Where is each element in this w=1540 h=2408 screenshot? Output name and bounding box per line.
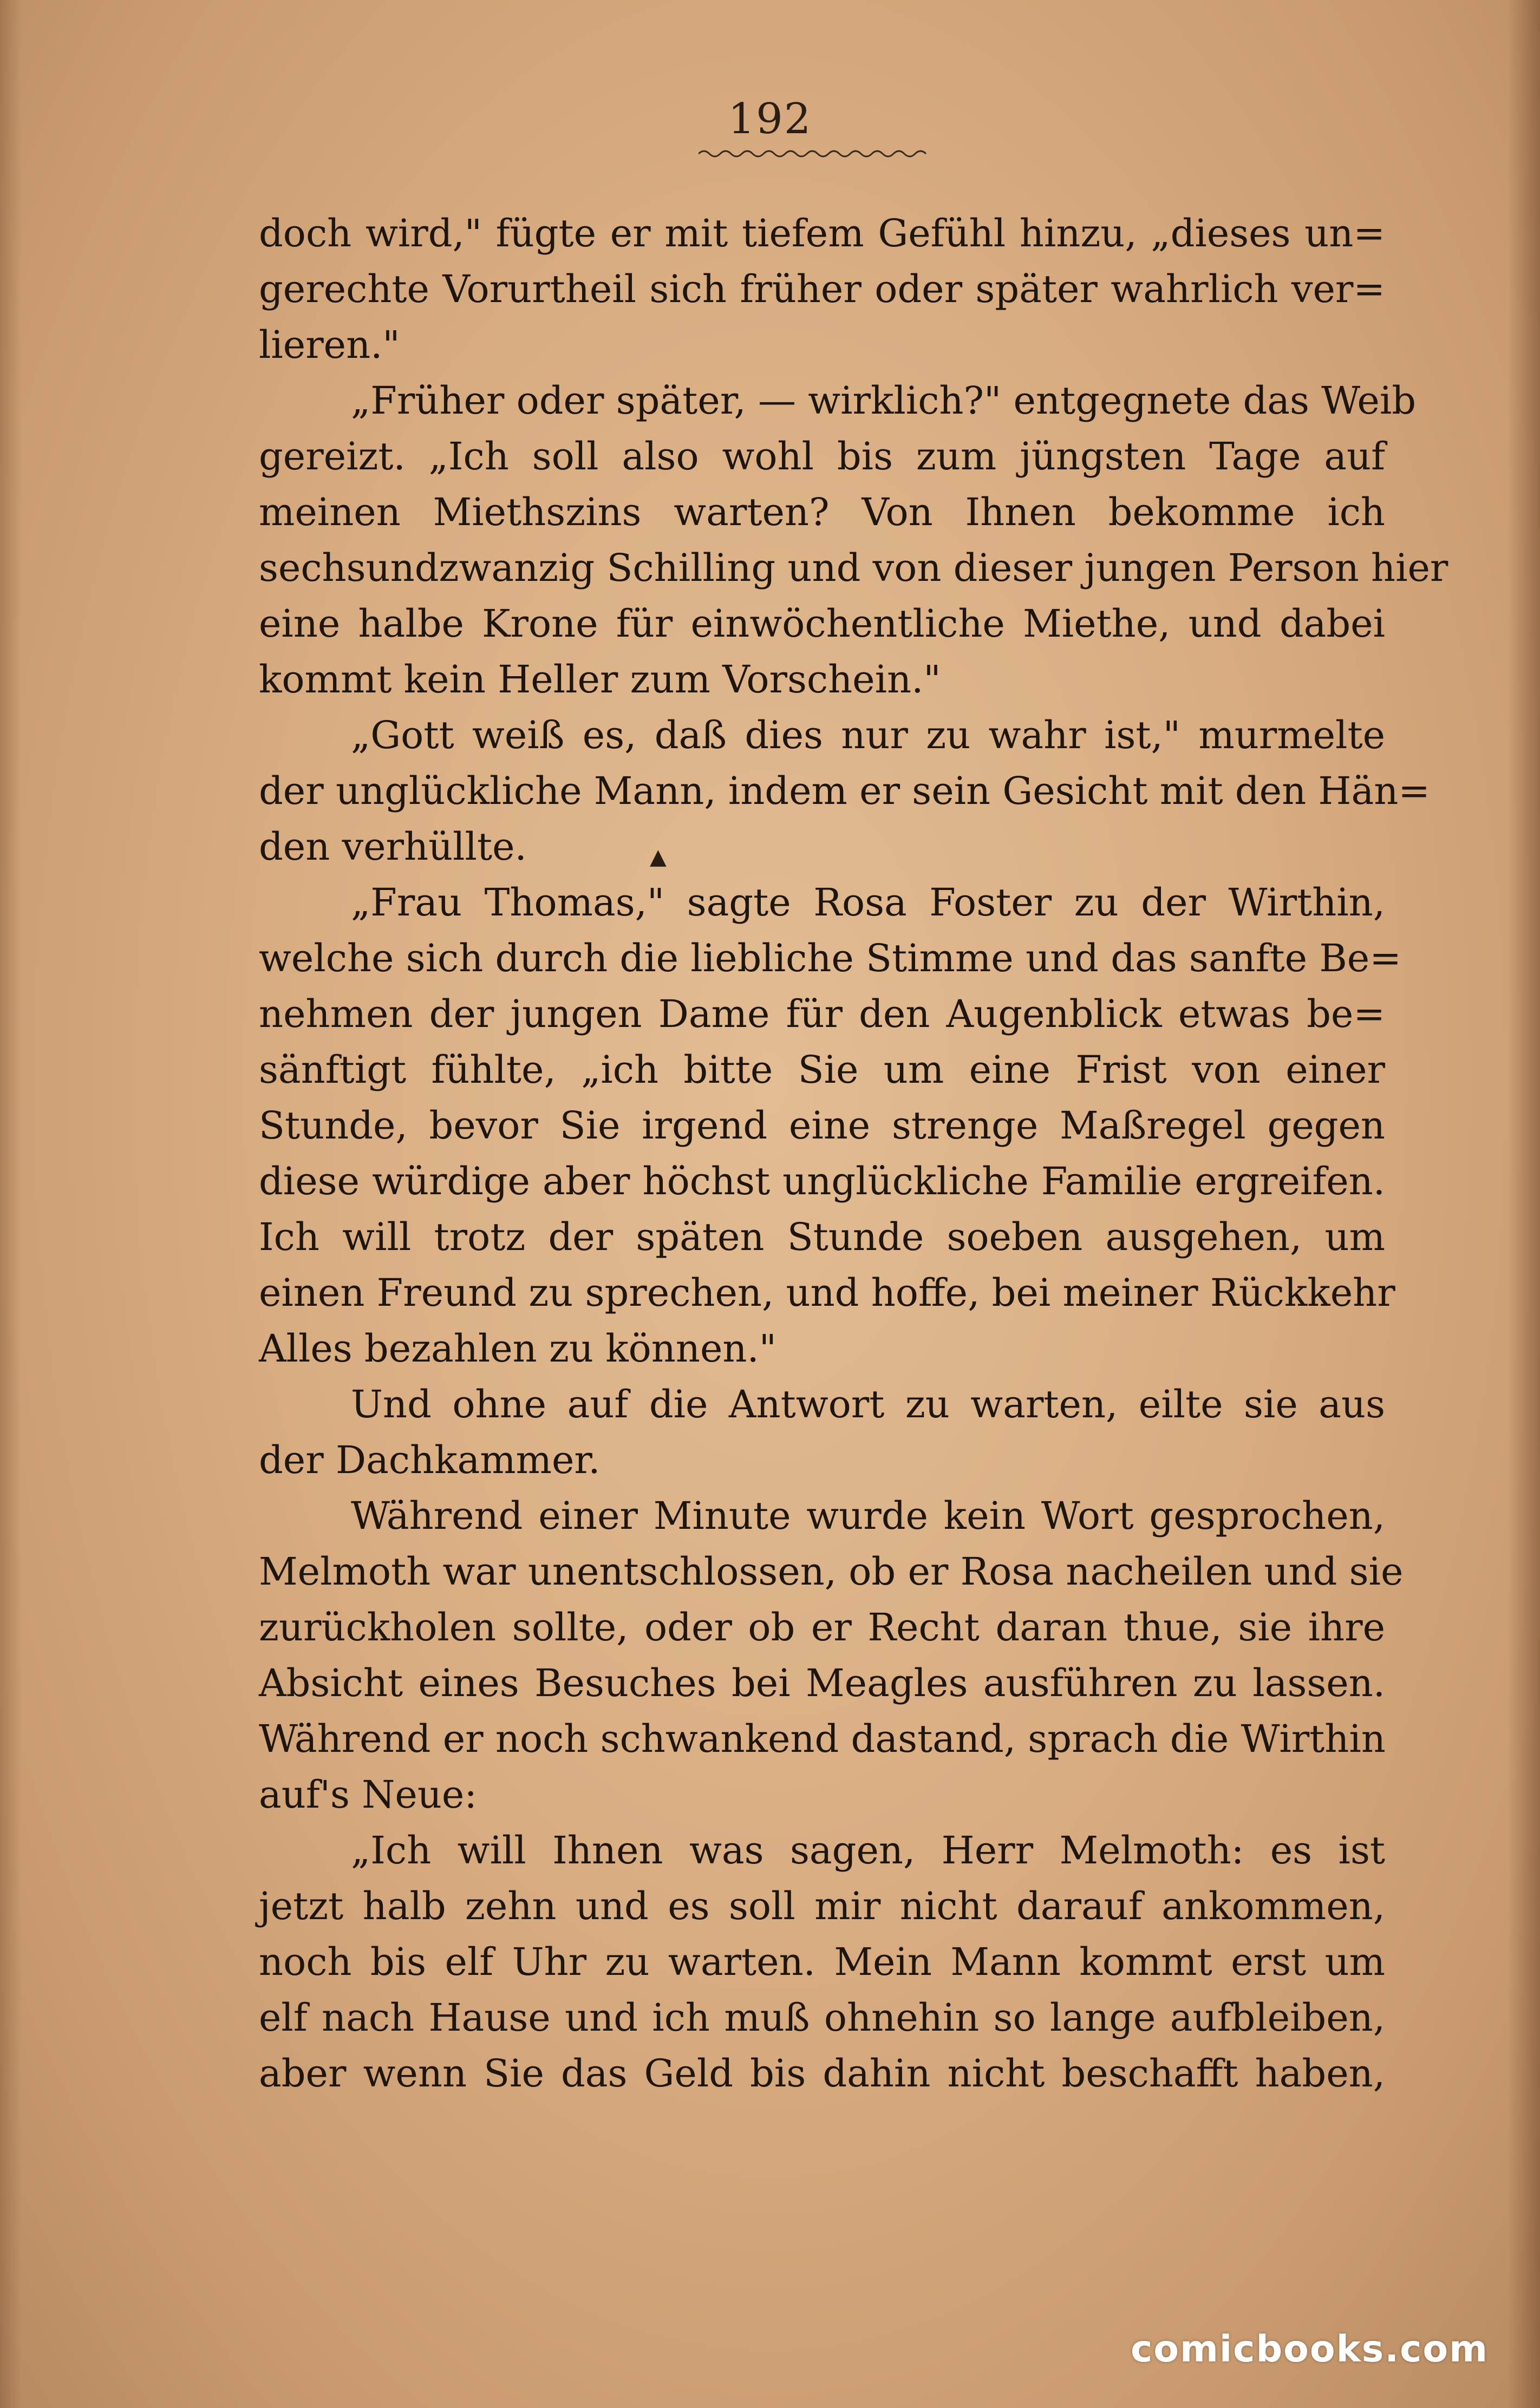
- text-line: gereizt. „Ich soll also wohl bis zum jüngsten Tage auf: [259, 434, 1385, 479]
- text-line: Ich will trotz der späten Stunde soeben ausgehen, um: [259, 1215, 1385, 1259]
- text-line: gerechte Vorurtheil sich früher oder später wahrlich ver=: [259, 267, 1385, 311]
- text-line: nehmen der jungen Dame für den Augenblick etwas be=: [259, 992, 1385, 1036]
- text-line: „Gott weiß es, daß dies nur zu wahr ist," murmelte: [351, 713, 1385, 757]
- text-line: jetzt halb zehn und es soll mir nicht darauf ankommen,: [259, 1884, 1385, 1928]
- text-line: diese würdige aber höchst unglückliche Familie ergreifen.: [259, 1159, 1385, 1203]
- text-line: Während einer Minute wurde kein Wort gesprochen,: [351, 1494, 1385, 1538]
- text-line: eine halbe Krone für einwöchentliche Miethe, und dabei: [259, 601, 1385, 646]
- caret-mark: ▲: [650, 845, 667, 869]
- text-line: Alles bezahlen zu können.": [259, 1326, 776, 1371]
- text-line: Absicht eines Besuches bei Meagles ausführen zu lassen.: [259, 1661, 1385, 1705]
- text-line: sechsundzwanzig Schilling und von dieser jungen Person hier: [259, 546, 1448, 590]
- text-line: lieren.": [259, 323, 400, 367]
- text-line: „Ich will Ihnen was sagen, Herr Melmoth: es ist: [351, 1828, 1385, 1873]
- body-text: [259, 206, 1448, 2102]
- page-edge-shadow-right: [1508, 0, 1540, 2408]
- text-line: meinen Miethszins warten? Von Ihnen bekomme ich: [259, 490, 1385, 534]
- text-line: sänftigt fühlte, „ich bitte Sie um eine Frist von einer: [259, 1048, 1385, 1092]
- text-line: „Früher oder später, — wirklich?" entgegnete das Weib: [351, 378, 1417, 423]
- ornament-rule: [699, 147, 931, 159]
- text-line: „Frau Thomas," sagte Rosa Foster zu der Wirthin,: [351, 880, 1385, 925]
- text-line: Melmoth war unentschlossen, ob er Rosa nacheilen und sie: [259, 1549, 1404, 1594]
- text-line: elf nach Hause und ich muß ohnehin so lange aufbleiben,: [259, 1995, 1385, 2040]
- page-number: 192: [728, 95, 812, 143]
- text-line: doch wird," fügte er mit tiefem Gefühl hinzu, „dieses un=: [259, 211, 1385, 256]
- text-line: den verhüllte.: [259, 825, 527, 869]
- text-line: zurückholen sollte, oder ob er Recht daran thue, sie ihre: [259, 1605, 1385, 1650]
- text-line: auf's Neue:: [259, 1772, 477, 1817]
- text-line: aber wenn Sie das Geld bis dahin nicht beschafft haben,: [259, 2051, 1385, 2096]
- text-line: der unglückliche Mann, indem er sein Gesicht mit den Hän=: [259, 769, 1430, 813]
- text-line: Und ohne auf die Antwort zu warten, eilte sie aus: [351, 1382, 1385, 1427]
- text-line: kommt kein Heller zum Vorschein.": [259, 657, 941, 702]
- text-line: einen Freund zu sprechen, und hoffe, bei meiner Rückkehr: [259, 1271, 1395, 1315]
- text-line: der Dachkammer.: [259, 1438, 601, 1482]
- page-edge-shadow-left: [0, 0, 22, 2408]
- text-line: Stunde, bevor Sie irgend eine strenge Maßregel gegen: [259, 1103, 1385, 1148]
- text-line: Während er noch schwankend dastand, sprach die Wirthin: [259, 1717, 1386, 1761]
- watermark: comicbooks.com: [1130, 2328, 1489, 2371]
- text-line: noch bis elf Uhr zu warten. Mein Mann kommt erst um: [259, 1940, 1385, 1984]
- text-line: welche sich durch die liebliche Stimme und das sanfte Be=: [259, 936, 1401, 980]
